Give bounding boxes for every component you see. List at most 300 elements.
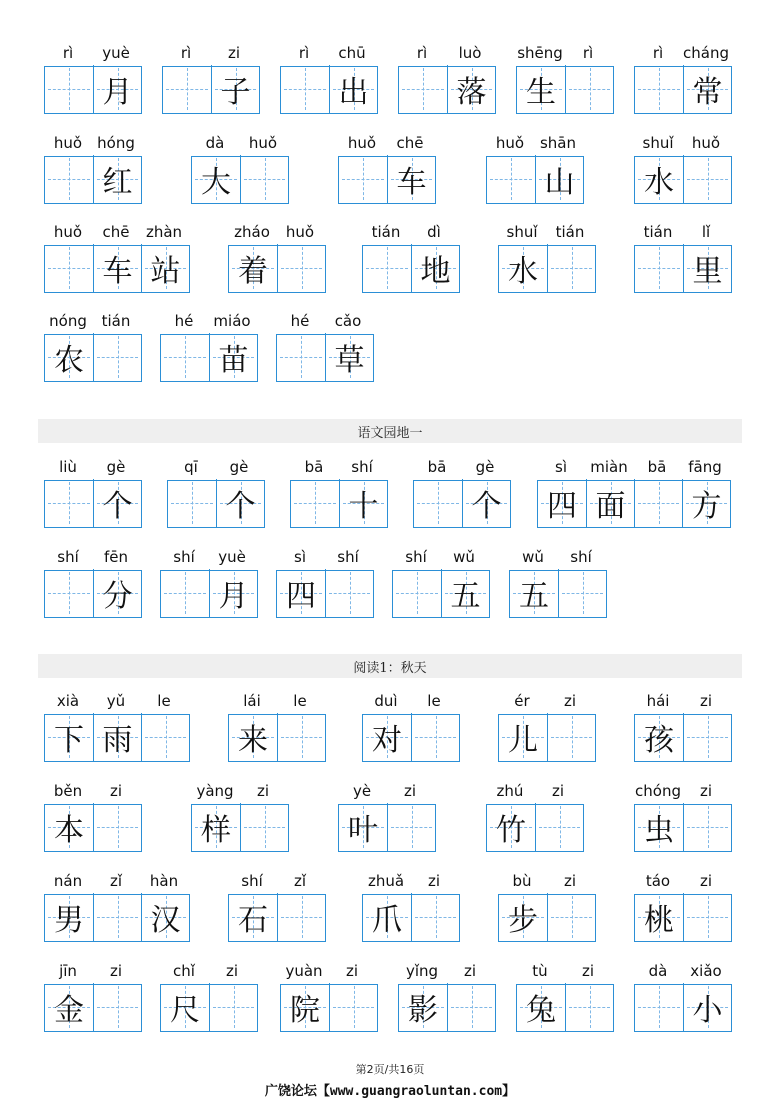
pinyin-syllable: luò [458,44,482,62]
blank-cell [558,569,606,617]
pinyin-row [498,870,594,892]
char-cell [209,333,257,381]
pinyin-syllable: shuǐ [642,134,674,152]
blank-cell [168,479,216,527]
char-cell [339,479,387,527]
blank-cell [683,713,731,761]
pinyin-syllable: dà [205,134,225,152]
pinyin-row [44,546,140,568]
hanzi: 月 [218,579,249,615]
hanzi: 汉 [150,903,181,939]
char-cell [517,65,565,113]
pinyin-syllable: wǔ [453,548,475,566]
pinyin-syllable: bā [427,458,447,476]
pinyin-syllable: zhú [496,782,524,800]
pinyin-syllable: tù [532,962,548,980]
hanzi [278,713,325,761]
pinyin-syllable: yuè [218,548,246,566]
tianzige-grid [392,570,490,618]
blank-cell [683,893,731,941]
char-cell [462,479,510,527]
hanzi: 月 [102,75,133,111]
blank-cell [141,713,189,761]
tianzige-grid [413,480,511,528]
blank-cell [339,155,387,203]
pinyin-row [160,960,256,982]
pinyin-row [191,780,287,802]
hanzi [142,713,189,761]
tianzige-grid [276,570,374,618]
hanzi [45,479,93,527]
tianzige-grid [44,570,142,618]
pinyin-syllable: nán [53,872,83,890]
pinyin-syllable: yàng [196,782,234,800]
hanzi: 四 [547,489,577,525]
hanzi: 着 [238,254,268,290]
pinyin-syllable: xiǎo [690,962,722,980]
char-cell [216,479,264,527]
pinyin-syllable: zi [699,782,713,800]
char-cell [683,244,731,292]
hanzi: 五 [519,579,549,615]
tianzige-grid [160,984,258,1032]
hanzi [412,713,459,761]
pinyin-syllable: chē [396,134,424,152]
tianzige-grid [486,804,584,852]
char-cell [517,983,565,1031]
hanzi [330,983,377,1031]
pinyin-syllable: zi [463,962,477,980]
pinyin-syllable: hái [646,692,670,710]
pinyin-syllable: zi [109,782,123,800]
tianzige-grid [44,245,190,293]
pinyin-row [290,456,386,478]
pinyin-syllable: hé [174,312,194,330]
pinyin-row [362,690,458,712]
pinyin-syllable: hé [290,312,310,330]
tianzige-grid [160,570,258,618]
hanzi [388,803,435,851]
hanzi [448,983,495,1031]
pinyin-row [634,780,730,802]
hanzi [45,65,93,113]
hanzi [278,244,325,292]
hanzi [339,155,387,203]
hanzi [684,803,731,851]
hanzi: 个 [471,489,502,525]
blank-cell [45,479,93,527]
tianzige-grid [338,804,436,852]
section-header [38,419,742,443]
blank-cell [240,803,288,851]
pinyin-syllable: zi [699,872,713,890]
pinyin-row [44,310,140,332]
tianzige-grid [537,480,731,528]
pinyin-syllable: yuè [102,44,130,62]
hanzi: 兔 [526,993,556,1029]
pinyin-syllable: ér [514,692,530,710]
pinyin-row [392,546,488,568]
pinyin-syllable: shēng [517,44,563,62]
pinyin-syllable: zi [256,782,270,800]
hanzi: 男 [54,903,84,939]
pinyin-syllable: dì [427,223,441,241]
char-cell [281,983,329,1031]
tianzige-grid [44,984,142,1032]
pinyin-row [362,221,458,243]
blank-cell [45,244,93,292]
pinyin-syllable: shí [570,548,592,566]
pinyin-syllable: wǔ [522,548,544,566]
pinyin-row [44,132,140,154]
pinyin-row [228,690,324,712]
blank-cell [393,569,441,617]
hanzi: 对 [372,723,402,759]
pinyin-row [162,42,258,64]
pinyin-syllable: zi [563,692,577,710]
hanzi: 五 [450,579,481,615]
tianzige-grid [398,66,496,114]
char-cell [192,803,240,851]
hanzi [326,569,373,617]
hanzi: 落 [456,75,487,111]
pinyin-row [537,456,729,478]
pinyin-row [160,546,256,568]
blank-cell [291,479,339,527]
char-cell [229,244,277,292]
blank-cell [487,155,535,203]
hanzi: 叶 [348,813,378,849]
hanzi: 虫 [644,813,674,849]
pinyin-syllable: huǒ [53,134,83,152]
hanzi: 水 [508,254,538,290]
pinyin-syllable: bā [647,458,667,476]
char-cell [441,569,489,617]
char-cell [141,244,189,292]
char-cell [93,569,141,617]
tianzige-grid [228,245,326,293]
pinyin-row [516,42,612,64]
pinyin-row [413,456,509,478]
tianzige-grid [634,156,732,204]
tianzige-grid [362,245,460,293]
tianzige-grid [44,894,190,942]
tianzige-grid [498,714,596,762]
hanzi: 孩 [644,723,674,759]
tianzige-grid [280,984,378,1032]
hanzi [684,155,731,203]
blank-cell [325,569,373,617]
pinyin-row [280,960,376,982]
pinyin-syllable: shuǐ [506,223,538,241]
blank-cell [547,713,595,761]
pinyin-row [44,221,188,243]
pinyin-syllable: tián [555,223,585,241]
pinyin-syllable: yuàn [285,962,323,980]
char-cell [499,713,547,761]
hanzi: 面 [595,489,626,525]
char-cell [363,893,411,941]
hanzi [548,244,595,292]
pinyin-row [167,456,263,478]
hanzi [161,333,209,381]
pinyin-row [44,690,188,712]
pinyin-row [634,221,730,243]
hanzi: 桃 [644,903,674,939]
footer-site: 广饶论坛【www.guangraoluntan.com】 [264,1084,516,1099]
pinyin-syllable: lǐ [701,223,711,241]
pinyin-syllable: le [427,692,441,710]
pinyin-syllable: shí [337,548,359,566]
pinyin-syllable: dà [648,962,668,980]
pinyin-row [44,870,188,892]
char-cell [499,893,547,941]
hanzi [45,244,93,292]
hanzi: 方 [691,489,722,525]
pinyin-row [498,221,594,243]
hanzi: 个 [225,489,256,525]
pinyin-row [634,870,730,892]
pinyin-syllable: rì [582,44,594,62]
hanzi: 金 [54,993,84,1029]
pinyin-syllable: bā [304,458,324,476]
pinyin-row [398,42,494,64]
pinyin-syllable: huǒ [495,134,525,152]
hanzi: 竹 [496,813,526,849]
blank-cell [411,713,459,761]
pinyin-syllable: zi [563,872,577,890]
tianzige-grid [44,480,142,528]
blank-cell [209,983,257,1031]
hanzi: 山 [544,165,575,201]
char-cell [683,65,731,113]
hanzi: 苗 [218,343,249,379]
pinyin-syllable: huǒ [285,223,315,241]
char-cell [399,983,447,1031]
blank-cell [635,244,683,292]
tianzige-grid [634,984,732,1032]
blank-cell [547,893,595,941]
hanzi [163,65,211,113]
char-cell [499,244,547,292]
char-cell [387,155,435,203]
char-cell [93,479,141,527]
blank-cell [547,244,595,292]
hanzi: 院 [290,993,320,1029]
char-cell [211,65,259,113]
blank-cell [281,65,329,113]
char-cell [45,983,93,1031]
pinyin-syllable: miàn [590,458,628,476]
pinyin-syllable: zi [109,962,123,980]
blank-cell [277,333,325,381]
char-cell [683,983,731,1031]
section-header [38,654,742,678]
hanzi: 出 [338,75,369,111]
blank-cell [45,569,93,617]
pinyin-syllable: yǔ [106,692,126,710]
hanzi: 爪 [372,903,402,939]
pinyin-syllable: gè [229,458,249,476]
tianzige-grid [44,804,142,852]
pinyin-syllable: rì [652,44,664,62]
pinyin-syllable: yǐng [405,962,439,980]
hanzi [168,479,216,527]
pinyin-syllable: huǒ [248,134,278,152]
char-cell [487,803,535,851]
hanzi: 车 [102,254,133,290]
pinyin-syllable: rì [180,44,192,62]
hanzi [241,155,288,203]
hanzi [94,333,141,381]
hanzi [45,569,93,617]
pinyin-syllable: shí [241,872,263,890]
hanzi [635,244,683,292]
pinyin-syllable: zi [225,962,239,980]
hanzi [277,333,325,381]
hanzi [278,893,325,941]
pinyin-syllable: tián [371,223,401,241]
char-cell [192,155,240,203]
pinyin-syllable: zi [581,962,595,980]
hanzi: 分 [102,579,133,615]
char-cell [93,713,141,761]
tianzige-grid [509,570,607,618]
char-cell [141,893,189,941]
pinyin-syllable: liù [59,458,77,476]
pinyin-syllable: nóng [49,312,87,330]
blank-cell [387,803,435,851]
hanzi: 样 [201,813,231,849]
hanzi [281,65,329,113]
hanzi [566,65,613,113]
pinyin-syllable: xià [56,692,80,710]
hanzi: 下 [54,723,84,759]
char-cell [447,65,495,113]
pinyin-row [338,132,434,154]
hanzi: 本 [54,813,84,849]
hanzi [566,983,613,1031]
tianzige-grid [44,334,142,382]
char-cell [682,479,730,527]
pinyin-syllable: shí [405,548,427,566]
blank-cell [565,65,613,113]
tianzige-grid [634,66,732,114]
blank-cell [45,65,93,113]
blank-cell [635,983,683,1031]
blank-cell [447,983,495,1031]
hanzi: 子 [220,75,251,111]
hanzi: 常 [692,75,723,111]
hanzi: 来 [238,723,268,759]
blank-cell [161,569,209,617]
pinyin-syllable: zi [345,962,359,980]
blank-cell [535,803,583,851]
hanzi: 车 [396,165,427,201]
pinyin-syllable: lái [243,692,261,710]
tianzige-grid [191,804,289,852]
hanzi: 大 [201,165,231,201]
char-cell [93,65,141,113]
pinyin-syllable: fēn [103,548,129,566]
pinyin-syllable: huǒ [691,134,721,152]
blank-cell [414,479,462,527]
hanzi [684,713,731,761]
tianzige-grid [362,894,460,942]
tianzige-grid [516,66,614,114]
tianzige-grid [498,245,596,293]
pinyin-row [280,42,376,64]
tianzige-grid [228,894,326,942]
pinyin-syllable: cháng [683,44,729,62]
pinyin-syllable: shí [173,548,195,566]
tianzige-grid [362,714,460,762]
pinyin-syllable: zhàn [145,223,183,241]
pinyin-row [509,546,605,568]
hanzi [536,803,583,851]
tianzige-grid [276,334,374,382]
pinyin-row [44,42,140,64]
hanzi [161,569,209,617]
blank-cell [93,803,141,851]
hanzi: 站 [150,254,181,290]
page-number: 第2页/共16页 [355,1063,425,1076]
tianzige-grid [398,984,496,1032]
hanzi: 雨 [102,723,133,759]
hanzi: 草 [334,343,365,379]
hanzi [487,155,535,203]
pinyin-row [44,960,140,982]
pinyin-row [228,221,324,243]
blank-cell [363,244,411,292]
hanzi [291,479,339,527]
tianzige-grid [44,66,142,114]
hanzi: 水 [644,165,674,201]
pinyin-syllable: rì [62,44,74,62]
hanzi [393,569,441,617]
pinyin-syllable: shí [351,458,373,476]
pinyin-syllable: gè [475,458,495,476]
char-cell [45,803,93,851]
char-cell [339,803,387,851]
hanzi: 个 [102,489,133,525]
hanzi [635,479,682,527]
blank-cell [277,713,325,761]
pinyin-syllable: miáo [213,312,251,330]
hanzi: 步 [508,903,538,939]
char-cell [45,333,93,381]
pinyin-syllable: yè [352,782,372,800]
hanzi: 红 [102,165,133,201]
pinyin-syllable: le [157,692,171,710]
char-cell [45,893,93,941]
pinyin-syllable: bù [512,872,532,890]
blank-cell [635,65,683,113]
char-cell [209,569,257,617]
hanzi: 尺 [170,993,200,1029]
pinyin-syllable: zhuǎ [367,872,405,890]
pinyin-syllable: hóng [97,134,135,152]
blank-cell [93,333,141,381]
tianzige-grid [338,156,436,204]
char-cell [635,155,683,203]
hanzi [414,479,462,527]
pinyin-row [634,132,730,154]
hanzi [635,983,683,1031]
pinyin-syllable: běn [53,782,83,800]
hanzi [399,65,447,113]
hanzi: 四 [286,579,316,615]
